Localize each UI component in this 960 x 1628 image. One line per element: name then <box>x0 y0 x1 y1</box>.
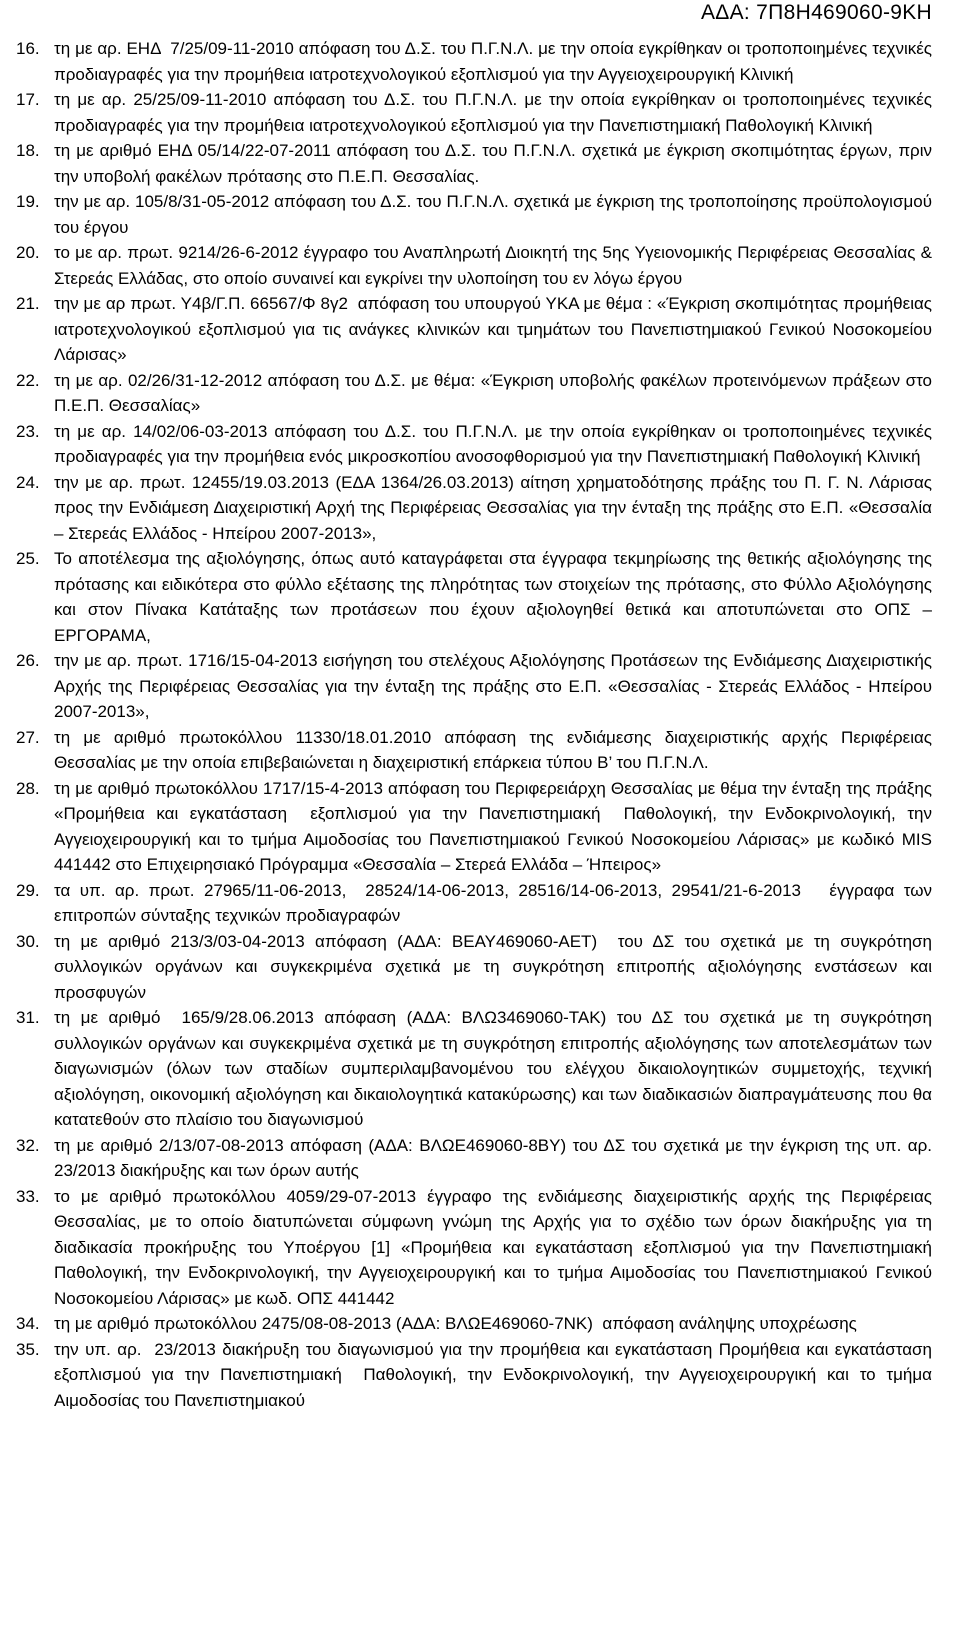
item-number: 16. <box>16 39 40 58</box>
item-number: 29. <box>16 880 40 900</box>
list-item <box>16 87 937 138</box>
item-number: 30. <box>16 931 40 951</box>
item-text: τα υπ. αρ. πρωτ. 27965/11-06-2013, 28524/14-06-2013, 28516/14-06-2013, 29541/21-6-2013 έγγραφα των επιτροπών σύνταξης τεχνικών προδιαγραφών <box>54 880 937 925</box>
list-item <box>16 1311 932 1337</box>
item-number: 17. <box>16 90 40 109</box>
item-number: 19. <box>16 192 40 211</box>
item-text: τη με αρ. 14/02/06-03-2013 απόφαση του Δ.Σ. του Π.Γ.Ν.Λ. με την οποία εγκρίθηκαν οι τροποποιημένες τεχνικές προδιαγραφές για την προμήθεια ενός μικροσκοπίου ανοσοφθορισμού για την Πανεπιστημιακή Παθολογική Κλινική <box>54 421 937 466</box>
list-item <box>16 929 937 1006</box>
list-item <box>16 1005 937 1133</box>
item-text: Το αποτέλεσμα της αξιολόγησης, όπως αυτό καταγράφεται στα έγγραφα τεκμηρίωσης της θετικής αξιολόγησης της πρότασης και ειδικότερα στο φύλλο εξέτασης της πληρότητας των στοιχείων της πρότασης, στο Φύλλο Αξιολόγησης και στον Πίνακα Κατάταξης των προτάσεων που έχουν αξιολογηθεί θετικά και αποτυπώνεται στο ΟΠΣ – ΕΡΓΟΡΑΜΑ, <box>54 549 937 645</box>
list-item <box>16 291 937 368</box>
list-item <box>16 240 937 291</box>
list-item <box>16 648 937 725</box>
item-number: 27. <box>16 727 40 747</box>
item-number: 23. <box>16 421 40 441</box>
list-item <box>16 368 937 419</box>
item-text: το με αριθμό πρωτοκόλλου 4059/29-07-2013 έγγραφο της ενδιάμεσης διαχειριστικής αρχής της Περιφέρειας Θεσσαλίας, με το οποίο διατυπώνεται σύμφωνη γνώμη της Αρχής για το σχέδιο των όρων διακήρυξης για τη διαδικασία προκήρυξης του Υπoέργου [1] «Προμήθεια και εγκατάσταση εξοπλισμού για την Πανεπιστημιακή Παθολογική, την Ενδοκρινολογική, την Αγγειοχειρουργική και το τμήμα Αιμοδοσίας του Πανεπιστημιακού Γενικού Νοσοκομείου Λάρισας» με κωδ. ΟΠΣ 441442 <box>54 1186 942 1308</box>
item-number: 34. <box>16 1314 40 1333</box>
list-item <box>16 776 937 878</box>
list-item <box>16 36 937 87</box>
item-text: τη με αριθμό 2/13/07-08-2013 απόφαση (ΑΔΑ: ΒΛΩΕ469060-8ΒΥ) του ΔΣ του σχετικά με την έγκριση της υπ. αρ. 23/2013 διακήρυξης και των όρων αυτής <box>54 1135 937 1180</box>
item-text: τη με αριθμό πρωτοκόλλου 2475/08-08-2013 (ΑΔΑ: ΒΛΩΕ469060-7ΝΚ) απόφαση ανάληψης υποχρέωσης <box>54 1314 857 1333</box>
item-number: 32. <box>16 1135 40 1155</box>
list-item <box>16 1184 942 1312</box>
item-text: τη με αριθμό 165/9/28.06.2013 απόφαση (ΑΔΑ: ΒΛΩ3469060-ΤΑΚ) του ΔΣ του σχετικά με τη συγκρότηση συλλογικών οργάνων και συγκεκριμένα σχετικά με τη συγκρότηση επιτροπής αξιολόγησης των αποτελεσμάτων των διαγωνισμών (όλων των σταδίων συμπεριλαμβανομένου του ελέγχου δικαιολογητικών συμμετοχής, τεχνική αξιολόγηση, οικονομική αξιολόγηση και δικαιολογητικά κατακύρωσης) και των διαδικασιών διαπραγμάτευσης που θα κατατεθούν στο πλαίσιο του διαγωνισμού <box>54 1008 937 1129</box>
item-text: την με αρ πρωτ. Υ4β/Γ.Π. 66567/Φ 8γ2 απόφαση του υπουργού ΥΚΑ με θέμα : «Έγκριση σκοπιμότητας προμήθειας ιατροτεχνολογικού εξοπλισμού για τις ανάγκες κλινικών και τμημάτων του Πανεπιστημιακού Γενικού Νοσοκομείου Λάρισας» <box>54 294 937 364</box>
list-item <box>16 1133 937 1184</box>
list-item <box>16 189 937 240</box>
item-number: 18. <box>16 141 40 160</box>
item-number: 31. <box>16 1008 40 1027</box>
item-text: τη με αρ. ΕΗΔ 7/25/09-11-2010 απόφαση του Δ.Σ. του Π.Γ.Ν.Λ. με την οποία εγκρίθηκαν οι τροποποιημένες τεχνικές προδιαγραφές για την προμήθεια ιατροτεχνολογικού εξοπλισμού για την Αγγειοχειρουργική Κλινική <box>54 39 937 84</box>
item-number: 33. <box>16 1186 40 1206</box>
document-body <box>16 36 942 1413</box>
item-text: τη με αριθμό 213/3/03-04-2013 απόφαση (ΑΔΑ: ΒΕΑΥ469060-ΑΕΤ) του ΔΣ του σχετικά με τη συγκρότηση συλλογικών οργάνων και συγκεκριμένα σχετικά με τη συγκρότηση επιτροπής αξιολόγησης ενστάσεων και προσφυγών <box>54 931 937 1002</box>
item-number: 21. <box>16 294 40 313</box>
item-number: 20. <box>16 243 40 262</box>
list-item <box>16 470 937 547</box>
item-number: 22. <box>16 370 40 390</box>
item-number: 28. <box>16 778 40 798</box>
list-item <box>16 546 937 648</box>
item-text: τη με αρ. 02/26/31-12-2012 απόφαση του Δ.Σ. με θέμα: «Έγκριση υποβολής φακέλων προτεινόμενων πράξεων στο Π.Ε.Π. Θεσσαλίας» <box>54 370 937 415</box>
item-text: την με αρ. 105/8/31-05-2012 απόφαση του Δ.Σ. του Π.Γ.Ν.Λ. σχετικά με έγκριση της τροποποίησης προϋπολογισμού του έργου <box>54 192 937 237</box>
item-text: την με αρ. πρωτ. 1716/15-04-2013 εισήγηση του στελέχους Αξιολόγησης Προτάσεων της Ενδιάμεσης Διαχειριστικής Αρχής της Περιφέρειας Θεσσαλίας για την ένταξη της πράξης στο Ε.Π. «Θεσσαλίας - Στερεάς Ελλάδος - Ηπείρου 2007-2013», <box>54 651 937 721</box>
ada-code: ΑΔΑ: 7Π8Η469060-9ΚΗ <box>700 1 932 24</box>
list-item <box>16 1337 937 1414</box>
item-number: 24. <box>16 472 40 492</box>
item-number: 26. <box>16 651 40 670</box>
item-number: 25. <box>16 549 40 568</box>
list-item <box>16 419 937 470</box>
list-item <box>16 878 937 929</box>
item-text: το με αρ. πρωτ. 9214/26-6-2012 έγγραφο του Αναπληρωτή Διοικητή της 5ης Υγειονομικής Περιφέρειας Θεσσαλίας & Στερεάς Ελλάδας, στο οποίο συναινεί και εγκρίνει την υλοποίηση του εν λόγω έργου <box>54 243 937 288</box>
list-item <box>16 725 937 776</box>
item-text: την υπ. αρ. 23/2013 διακήρυξη του διαγωνισμού για την προμήθεια και εγκατάσταση Προμήθεια και εγκατάσταση εξοπλισμού για την Πανεπιστημιακή Παθολογική, την Ενδοκρινολογική, την Αγγειοχειρουργική και το τμήμα Αιμοδοσίας του Πανεπιστημιακού <box>54 1339 937 1410</box>
item-text: τη με αριθμό ΕΗΔ 05/14/22-07-2011 απόφαση του Δ.Σ. του Π.Γ.Ν.Λ. σχετικά με έγκριση σκοπιμότητας έργων, πριν την υποβολή φακέλων πρότασης στο Π.Ε.Π. Θεσσαλίας. <box>54 141 937 186</box>
item-text: τη με αριθμό πρωτοκόλλου 11330/18.01.2010 απόφαση της ενδιάμεσης διαχειριστικής αρχής Περιφέρειας Θεσσαλίας με την οποία επιβεβαιώνεται η διαχειριστική επάρκεια τύπου Β’ του Π.Γ.Ν.Λ. <box>54 727 937 772</box>
item-text: τη με αριθμό πρωτοκόλλου 1717/15-4-2013 απόφαση του Περιφερειάρχη Θεσσαλίας με θέμα την ένταξη της πράξης «Προμήθεια και εγκατάσταση εξοπλισμού για την Πανεπιστημιακή Παθολογική, την Ενδοκρινολογική, την Αγγειοχειρουργική και το τμήμα Αιμοδοσίας του Πανεπιστημιακού Γενικού Νοσοκομείου Λάρισας» με κωδικό MIS 441442 στο Επιχειρησιακό Πρόγραμμα «Θεσσαλία – Στερεά Ελλάδα – Ήπειρος» <box>54 778 937 874</box>
item-number: 35. <box>16 1339 40 1359</box>
item-text: την με αρ. πρωτ. 12455/19.03.2013 (ΕΔΑ 1364/26.03.2013) αίτηση χρηματοδότησης πράξης του Π. Γ. Ν. Λάρισας προς την Ενδιάμεση Διαχειριστική Αρχή της Περιφέρειας Θεσσαλίας για την ένταξη της πράξης στο Ε.Π. «Θεσσαλία – Στερεάς Ελλάδος - Ηπείρου 2007-2013», <box>54 472 937 543</box>
item-text: τη με αρ. 25/25/09-11-2010 απόφαση του Δ.Σ. του Π.Γ.Ν.Λ. με την οποία εγκρίθηκαν οι τροποποιημένες τεχνικές προδιαγραφές για την προμήθεια ιατροτεχνολογικού εξοπλισμού για την Πανεπιστημιακή Παθολογική Κλινική <box>54 90 937 135</box>
list-item <box>16 138 937 189</box>
